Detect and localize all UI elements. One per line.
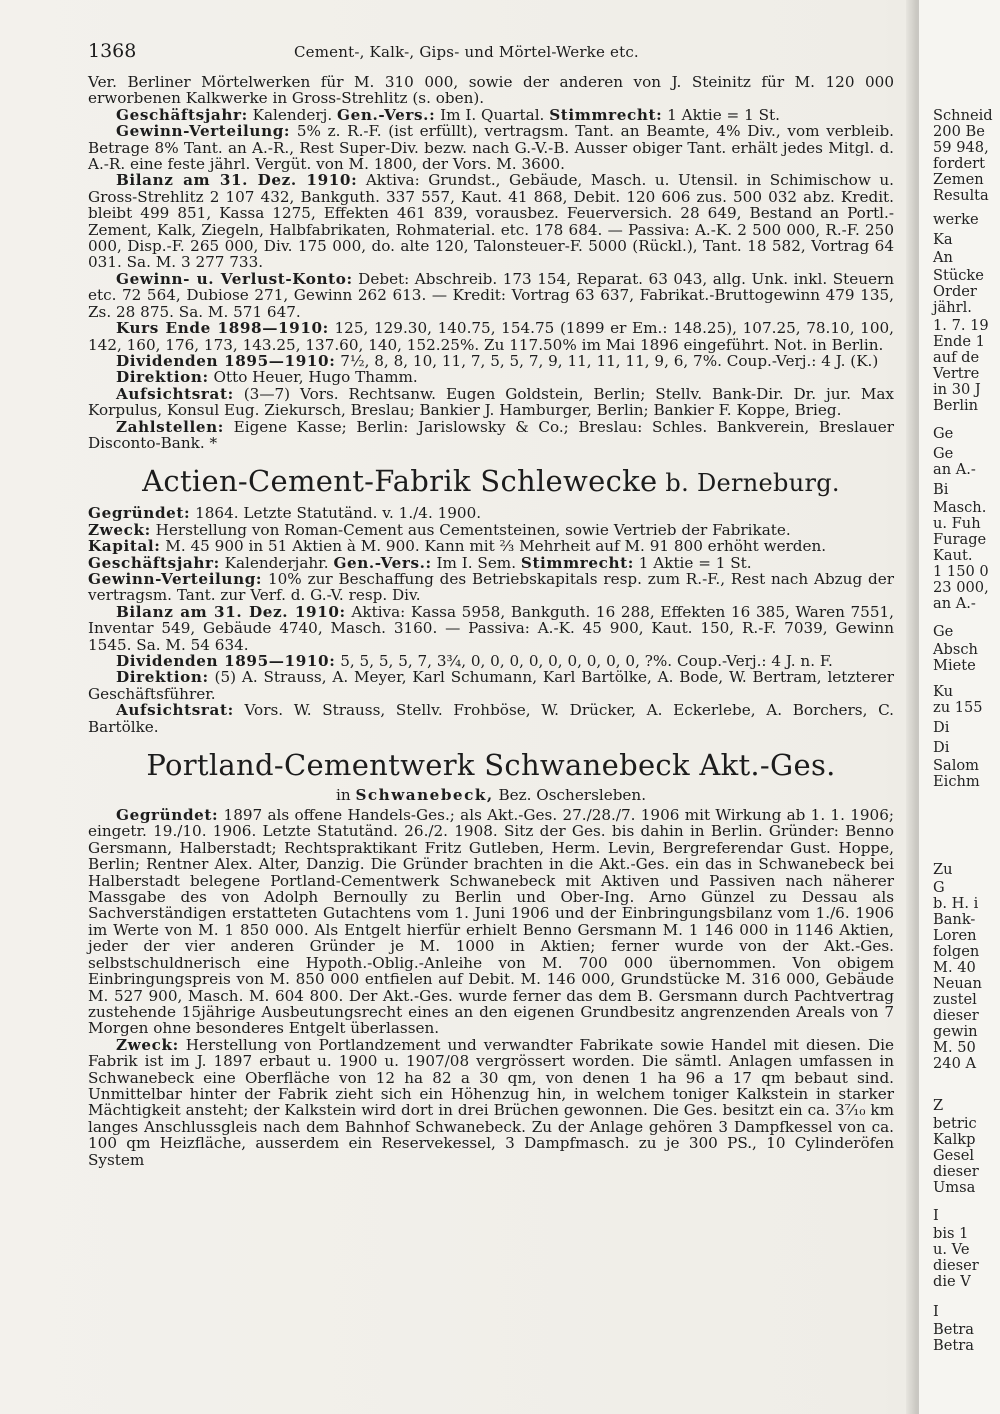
adjacent-page-fragment: an A.- <box>933 461 976 478</box>
adjacent-page-fragment: Stücke <box>933 267 984 284</box>
direktion-entry-2 <box>88 669 894 702</box>
direktion-label: Direktion: <box>116 368 209 387</box>
adjacent-page-fragment: 200 Be <box>933 123 985 140</box>
adjacent-page-edge <box>917 0 1000 1414</box>
gegruendet-text-3: 1897 als offene Handels-Ges.; als Akt.-Ges. 27./28./7. 1906 mit Wirkung ab 1. 1. 1906; eingetr. 19./10. 1906. Letzte Statutänd. 26./2. 1908. Sitz der Ges. bis dahin in Berlin. Gründer: Benno Gersmann, Halberstadt; Rechtspraktikant Fritz Gutleben, Herm. Levin, Bergreferendar Gust. Hoppe, Berlin; Rentner Alex. Alter, Danzig. Die Gründer brachten in die Akt.-Ges. ein das in Schwanebeck bei Halberstadt belegene Portland-Cementwerk Schwanebeck mit Aktiven und Passiven nach näherer Massgabe des von Adolph Bernoully zu Berlin und Ober-Ing. Arno Günzel zu Dessau als Sachverständigen erstatteten Gutachtens vom 1. Juni 1906 und der Einbringungsbilanz vom 1./6. 1906 im Werte von M. 1 850 000. Als Entgelt hierfür erhielt Benno Gersmann M. 1 146 000 in 1146 Aktien, jeder der vier anderen Gründer je M. 1000 in Aktien; ferner wurde von der Akt.-Ges. selbstschuldnerisch eine Hypoth.-Oblig.-Anleihe von M. 700 000 übernommen. Von obigem Einbringungspreis von M. 850 000 entfielen auf Debit. M. 146 000, Grundstücke M. 316 000, Gebäude M. 527 900, Masch. M. 604 800. Der Akt.-Ges. wurde ferner das dem B. Gersmann durch Pachtvertrag zustehende 15jährige Ausbeutungsrecht eines an den eigenen Grundbesitz angrenzenden Areals von 7 Morgen ohne besonderes Entgelt überlassen. <box>88 806 894 1038</box>
adjacent-page-fragment: Ka <box>933 231 953 248</box>
geschaeftsjahr-label-2: Geschäftsjahr: <box>88 553 220 572</box>
subline-suffix: Bez. Oschersleben. <box>493 786 647 805</box>
adjacent-page-fragment: Vertre <box>933 365 980 382</box>
genvers-label-2: Gen.-Vers.: <box>333 553 432 572</box>
adjacent-page-fragment: 1 150 0 <box>933 563 989 580</box>
adjacent-page-fragment: Bi <box>933 481 949 498</box>
adjacent-page-fragment: 23 000, <box>933 579 989 596</box>
company-name: Actien-Cement-Fabrik Schlewecke <box>142 464 658 499</box>
adjacent-page-fragment: Salom <box>933 757 979 774</box>
gegruendet-label-3: Gegründet: <box>116 806 219 825</box>
bilanz-entry-2 <box>88 604 894 653</box>
adjacent-page-fragment: 240 A <box>933 1055 977 1072</box>
intro-paragraph: Ver. Berliner Mörtelwerken für M. 310 000, sowie der anderen von J. Steinitz für M. 120 000 erworbenen Kalkwerke in Gross-Strehlitz (s. oben). <box>88 73 894 108</box>
adjacent-page-fragment: betric <box>933 1115 977 1132</box>
bilanz-label: Bilanz am 31. Dez. 1910: <box>116 171 358 190</box>
page-gutter <box>906 0 917 1414</box>
gegruendet-entry-3 <box>88 807 894 1037</box>
company-title-schlewecke <box>88 465 894 499</box>
adjacent-page-fragment: Ge <box>933 425 954 442</box>
company-subline <box>88 787 894 803</box>
adjacent-page-fragment: Order <box>933 283 977 300</box>
gv-konto-entry <box>88 271 894 320</box>
adjacent-page-fragment: Loren <box>933 927 977 944</box>
bilanz-label-2: Bilanz am 31. Dez. 1910: <box>116 602 346 621</box>
bilanz-text: Aktiva: Grundst., Gebäude, Masch. u. Utensil. in Schimischow u. Gross-Strehlitz 2 107 432, Bankguth. 337 557, Kaut. 41 868, Debit. 120 606 zus. 500 032 abz. Kredit. bleibt 499 851, Kassa 1275, Effekten 461 839, vorausbez. Feuerversich. 28 649, Bestand an Portl.-Zement, Kalk, Ziegeln, Halbfabrikaten, Rohmaterial. etc. 178 684. — Passiva: A.-K. 2 500 000, R.-F. 250 000, Disp.-F. 265 000, Div. 175 000, do. alte 120, Talonsteuer-F. 5000 (Rückl.), Tant. 18 582, Vortrag 64 031. Sa. M. 3 277 733. <box>88 171 894 272</box>
adjacent-page-fragment: Neuan <box>933 975 982 992</box>
adjacent-page-fragment: Betra <box>933 1321 974 1338</box>
direktion-label-2: Direktion: <box>116 668 209 687</box>
genvers-text: Im I. Quartal. <box>435 105 550 124</box>
gegruendet-entry <box>88 505 894 521</box>
kurs-label: Kurs Ende 1898—1910: <box>116 319 329 338</box>
adjacent-page-fragment: M. 40 <box>933 959 976 976</box>
adjacent-page-fragment: Furage <box>933 531 987 548</box>
adjacent-page-fragment: jährl. <box>933 299 972 316</box>
gegruendet-label: Gegründet: <box>88 504 191 523</box>
gewinn-entry-2 <box>88 571 894 604</box>
adjacent-page-fragment: Kaut. <box>933 547 973 564</box>
gewinn-text: 5% z. R.-F. (ist erfüllt), vertragsm. Tant. an Beamte, 4% Div., vom verbleib. Betrage 8% Tant. an A.-R., Rest Super-Div. bezw. nach G.-V.-B. Ausser obiger Tant. erhält jedes Mitgl. d. A.-R. eine feste jährl. Vergüt. von M. 1800, der Vors. M. 3600. <box>88 122 894 174</box>
dividenden-label: Dividenden 1895—1910: <box>116 351 336 370</box>
gewinn-text-2: 10% zur Beschaffung des Betriebskapitals resp. zum R.-F., Rest nach Abzug der vertragsm. Tant. zur Verf. d. G.-V. resp. Div. <box>88 569 894 605</box>
adjacent-page-fragment: Ge <box>933 445 954 462</box>
kapital-label: Kapital: <box>88 537 161 556</box>
adjacent-page-fragment: dieser <box>933 1007 979 1024</box>
gegruendet-text: 1864. Letzte Statutänd. v. 1./4. 1900. <box>190 504 482 523</box>
adjacent-page-fragment: Ende 1 <box>933 333 985 350</box>
adjacent-page-fragment: Betra <box>933 1337 974 1354</box>
adjacent-page-fragment: Absch <box>933 641 978 658</box>
kapital-text: M. 45 900 in 51 Aktien à M. 900. Kann mit ⅔ Mehrheit auf M. 91 800 erhöht werden. <box>160 537 827 556</box>
kapital-entry <box>88 538 894 554</box>
aufsichtsrat-label: Aufsichtsrat: <box>116 384 234 403</box>
geschaeftsjahr-text-2: Kalenderjahr. <box>219 553 334 572</box>
adjacent-page-fragment: werke <box>933 211 979 228</box>
adjacent-page-fragment: Kalkp <box>933 1131 976 1148</box>
main-column <box>88 40 894 1168</box>
geschaeftsjahr-label: Geschäftsjahr: <box>116 105 248 124</box>
geschaeftsjahr-entry <box>88 107 894 123</box>
adjacent-page-fragment: bis 1 <box>933 1225 969 1242</box>
gewinn-label: Gewinn-Verteilung: <box>116 122 291 141</box>
kurs-text: 125, 129.30, 140.75, 154.75 (1899 er Em.: 148.25), 107.25, 78.10, 100, 142, 160, 176, 173, 143.25, 137.60, 140, 152.25%. Zu 117.50% im Mai 1896 eingeführt. Not. in Berlin. <box>88 319 894 354</box>
dividenden-text: 7½, 8, 8, 10, 11, 7, 5, 5, 7, 9, 11, 11, 11, 9, 6, 7%. Coup.-Verj.: 4 J. (K.) <box>335 351 879 370</box>
adjacent-page-fragment: in 30 J <box>933 381 981 398</box>
adjacent-page-fragment: an A.- <box>933 595 976 612</box>
page-header <box>88 40 894 74</box>
adjacent-page-fragment: Zemen <box>933 171 984 188</box>
company-title-schwanebeck: Portland-Cementwerk Schwanebeck Akt.-Ges. <box>146 748 836 783</box>
adjacent-page-fragment: An <box>933 249 953 266</box>
adjacent-page-fragment: 1. 7. 19 <box>933 317 989 334</box>
adjacent-page-fragment: dieser <box>933 1163 979 1180</box>
stimmrecht-text-2: 1 Aktie = 1 St. <box>633 553 752 572</box>
adjacent-page-fragment: u. Ve <box>933 1241 970 1258</box>
zweck-label-3: Zweck: <box>116 1035 179 1054</box>
adjacent-page-fragment: Schneid <box>933 107 993 124</box>
gewinn-entry <box>88 123 894 172</box>
adjacent-page-fragment: b. H. i <box>933 895 979 912</box>
direktion-text-2: (5) A. Strauss, A. Meyer, Karl Schumann, Karl Bartölke, A. Bode, W. Bertram, letzterer Geschäftsführer. <box>88 668 894 703</box>
adjacent-page-fragment: Gesel <box>933 1147 975 1164</box>
stimmrecht-text: 1 Aktie = 1 St. <box>662 105 780 124</box>
adjacent-page-fragment: Miete <box>933 657 976 674</box>
adjacent-page-fragment: Z <box>933 1097 944 1114</box>
page-number: 1368 <box>88 40 137 62</box>
zweck-text: Herstellung von Roman-Cement aus Cementsteinen, sowie Vertrieb der Fabrikate. <box>150 520 791 539</box>
adjacent-page-fragment: I <box>933 1207 939 1224</box>
geschaeftsjahr-entry-2 <box>88 555 894 571</box>
adjacent-page-fragment: I <box>933 1303 939 1320</box>
aufsichtsrat-text-2: Vors. W. Strauss, Stellv. Frohböse, W. Drücker, A. Eckerlebe, A. Borchers, C. Bartölke. <box>88 701 894 736</box>
adjacent-page-fragment: Ge <box>933 623 954 640</box>
gewinn-label-2: Gewinn-Verteilung: <box>88 569 263 588</box>
gv-konto-label: Gewinn- u. Verlust-Konto: <box>116 269 353 288</box>
zahlstellen-label: Zahlstellen: <box>116 417 225 436</box>
dividenden-text-2: 5, 5, 5, 5, 7, 3¾, 0, 0, 0, 0, 0, 0, 0, 0, 0, ?%. Coup.-Verj.: 4 J. n. F. <box>335 652 833 670</box>
dividenden-entry-2 <box>88 653 894 669</box>
zweck-text-3: Herstellung von Portlandzement und verwandter Fabrikate sowie Handel mit diesen. Die Fabrik ist im J. 1897 erbaut u. 1900 u. 1907/08 vergrössert worden. Die sämtl. Anlagen umfassen in Schwanebeck eine Oberfläche von 12 ha 82 a 30 qm, von denen 1 ha 96 a 17 qm bebaut sind. Unmittelbar hinter der Fabrik zieht sich ein Höhenzug hin, in welchem toniger Kalkstein in starker Mächtigkeit ansteht; der Kalkstein wird dort in drei Brüchen gewonnen. Die Ges. besitzt ein ca. 3⁷⁄₁₀ km langes Anschlussgleis nach dem Bahnhof Schwanebeck. Zu der Anlage gehören 3 Dampfkessel von ca. 100 qm Heizfläche, ausserdem ein Reservekessel, 3 Dampfmasch. zu je 300 PS., 10 Cylinderöfen System <box>88 1035 894 1169</box>
genvers-text-2: Im I. Sem. <box>431 553 521 572</box>
adjacent-page-fragment: gewin <box>933 1023 978 1040</box>
subline-prefix: in <box>335 786 356 805</box>
gv-konto-text: Debet: Abschreib. 173 154, Reparat. 63 043, allg. Unk. inkl. Steuern etc. 72 564, Dubiose 271, Gewinn 262 613. — Kredit: Vortrag 63 637, Fabrikat.-Bruttogewinn 479 135, Zs. 28 875. Sa. M. 571 647. <box>88 269 895 321</box>
zahlstellen-text: Eigene Kasse; Berlin: Jarislowsky & Co.; Breslau: Schles. Bankverein, Breslauer Disconto-Bank. * <box>88 417 894 452</box>
adjacent-page-fragment: dieser <box>933 1257 979 1274</box>
adjacent-page-fragment: fordert <box>933 155 985 172</box>
adjacent-page-fragment: Berlin <box>933 397 979 414</box>
adjacent-page-fragment: zu 155 <box>933 699 983 716</box>
adjacent-page-fragment: die V <box>933 1273 971 1290</box>
aufsichtsrat-text: (3—7) Vors. Rechtsanw. Eugen Goldstein, Berlin; Stellv. Bank-Dir. Dr. jur. Max Korpulus, Konsul Eug. Ziekursch, Breslau; Bankier J. Hamburger, Berlin; Bankier F. Koppe, Brieg. <box>88 384 894 420</box>
adjacent-page-fragment: Eichm <box>933 773 980 790</box>
aufsichtsrat-label-2: Aufsichtsrat: <box>116 701 234 720</box>
aufsichtsrat-entry-2 <box>88 702 894 735</box>
zweck-entry-3 <box>88 1037 894 1168</box>
genvers-label: Gen.-Vers.: <box>337 105 436 124</box>
zweck-entry <box>88 522 894 538</box>
company-location: b. Derneburg. <box>657 469 840 498</box>
adjacent-page-fragment: Ku <box>933 683 953 700</box>
stimmrecht-label-2: Stimmrecht: <box>520 553 634 572</box>
geschaeftsjahr-text: Kalenderj. <box>247 105 338 124</box>
adjacent-page-fragment: Zu <box>933 861 953 878</box>
subline-place: Schwanebeck, <box>355 786 494 805</box>
adjacent-page-fragment: u. Fuh <box>933 515 981 532</box>
dividenden-label-2: Dividenden 1895—1910: <box>116 652 336 670</box>
adjacent-page-fragment: Umsa <box>933 1179 976 1196</box>
adjacent-page-fragment: zustel <box>933 991 977 1008</box>
kurs-entry <box>88 320 894 353</box>
running-head: Cement-, Kalk-, Gips- und Mörtel-Werke etc. <box>294 43 639 61</box>
adjacent-page-fragment: Di <box>933 719 950 736</box>
stimmrecht-label: Stimmrecht: <box>549 105 663 124</box>
adjacent-page-fragment: Di <box>933 739 950 756</box>
adjacent-page-fragment: G <box>933 879 945 896</box>
adjacent-page-fragment: Bank- <box>933 911 976 928</box>
dividenden-entry <box>88 353 894 369</box>
adjacent-page-fragment: auf de <box>933 349 980 366</box>
adjacent-page-fragment: M. 50 <box>933 1039 976 1056</box>
adjacent-page-fragment: 59 948, <box>933 139 989 156</box>
bilanz-entry <box>88 172 894 270</box>
aufsichtsrat-entry <box>88 386 894 419</box>
bilanz-text-2: Aktiva: Kassa 5958, Bankguth. 16 288, Effekten 16 385, Waren 7551, Inventar 549, Gebäude 4740, Masch. 3160. — Passiva: A.-K. 45 900, Kaut. 150, R.-F. 7039, Gewinn 1545. Sa. M. 54 634. <box>88 602 894 654</box>
zahlstellen-entry <box>88 419 894 452</box>
adjacent-page-fragment: Resulta <box>933 187 989 204</box>
adjacent-page-fragment: Masch. <box>933 499 987 516</box>
zweck-label: Zweck: <box>88 520 151 539</box>
adjacent-page-fragment: folgen <box>933 943 980 960</box>
direktion-entry <box>88 369 894 385</box>
direktion-text: Otto Heuer, Hugo Thamm. <box>208 368 418 387</box>
